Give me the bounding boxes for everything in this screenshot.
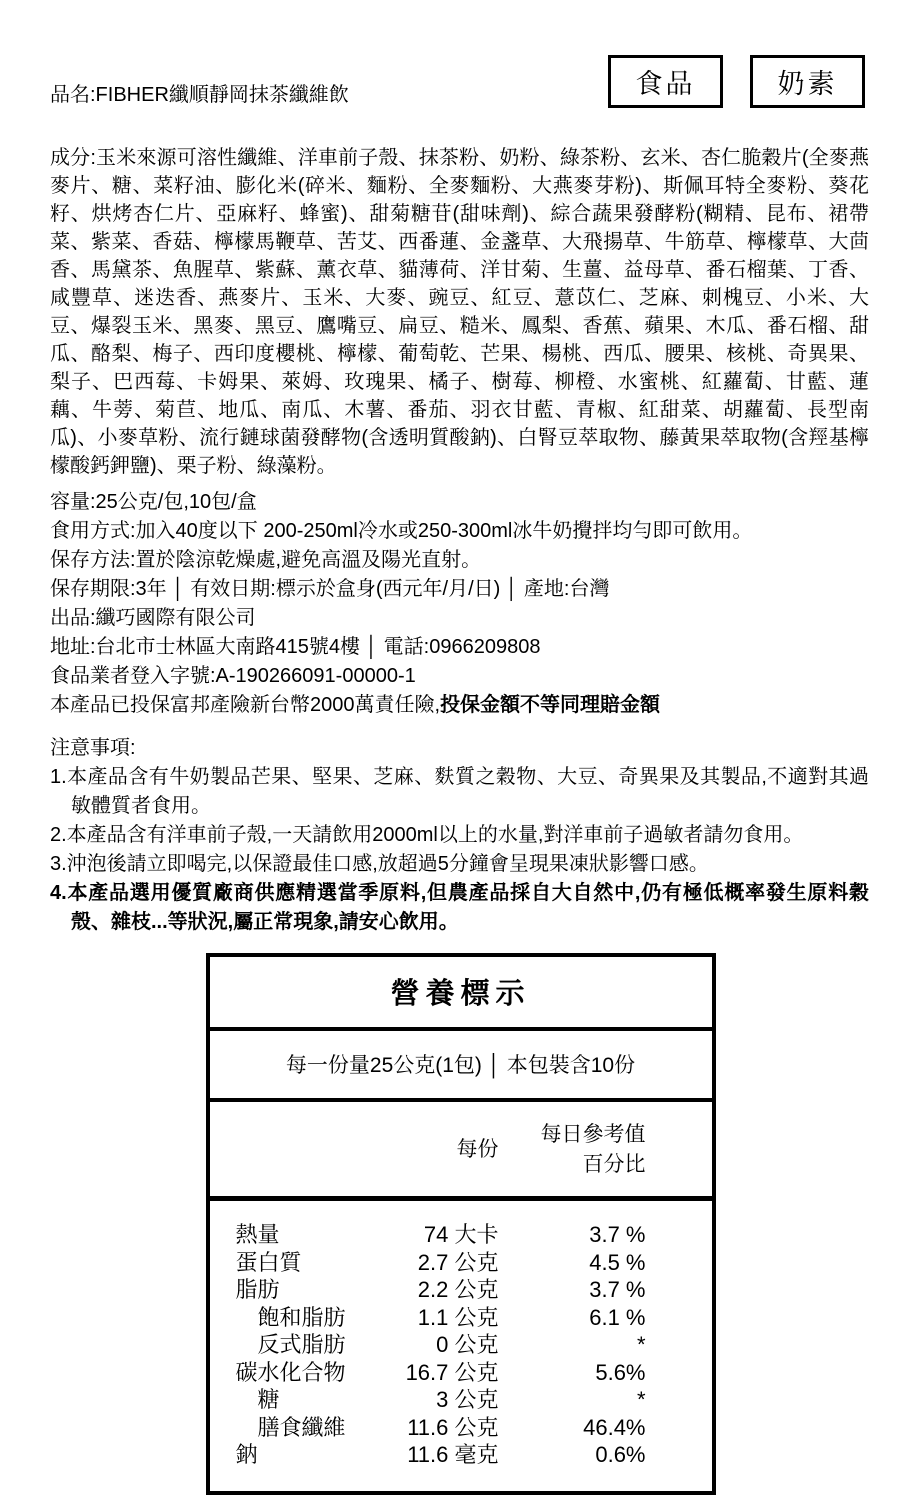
producer-line: 出品:纖巧國際有限公司 [50,607,256,629]
notes-block [50,734,869,937]
ingredients-text: 成分:玉米來源可溶性纖維、洋車前子殼、抹茶粉、奶粉、綠茶粉、玄米、杏仁脆穀片(全麥燕麥片、糖、菜籽油、膨化米(碎米、麵粉、全麥麵粉、大燕麥芽粉)、斯佩耳特全麥粉、葵花籽、烘烤杏仁片、亞麻籽、蜂蜜)、甜菊糖苷(甜味劑)、綜合蔬果發酵粉(糊精、昆布、裙帶菜、紫菜、香菇、檸檬馬鞭草、苦艾、西番蓮、金盞草、大飛揚草、牛筋草、檸檬草、大茴香、馬黛茶、魚腥草、紫蘇、薰衣草、貓薄荷、洋甘菊、生薑、益母草、番石榴葉、丁香、咸豐草、迷迭香、燕麥片、玉米、大麥、豌豆、紅豆、薏苡仁、芝麻、刺槐豆、小米、大豆、爆裂玉米、黑麥、黑豆、鷹嘴豆、扁豆、糙米、鳳梨、香蕉、蘋果、木瓜、番石榴、甜瓜、酪梨、梅子、西印度櫻桃、檸檬、葡萄乾、芒果、楊桃、西瓜、腰果、核桃、奇異果、梨子、巴西莓、卡姆果、萊姆、玫瑰果、橘子、樹莓、柳橙、水蜜桃、紅蘿蔔、甘藍、蓮藕、牛蒡、菊苣、地瓜、南瓜、木薯、番茄、羽衣甘藍、青椒、紅甜菜、胡蘿蔔、長型南瓜)、小麥草粉、流行鏈球菌發酵物(含透明質酸鈉)、白腎豆萃取物、藤黃果萃取物(含羥基檸檬酸鈣鉀鹽)、栗子粉、綠藻粉。 [50,147,869,477]
table-row-sodium [236,1441,646,1469]
nutrient-amount: 1.1 公克 [417,1304,499,1330]
nutrient-name: 飽和脂肪 [257,1304,346,1330]
table-row-trans-fat [236,1331,646,1359]
table-row-protein [236,1249,646,1277]
badge-group [608,55,865,108]
serving-info: 每一份量25公克(1包) │ 本包裝含10份 [210,1031,712,1102]
nutrition-body [210,1201,712,1491]
table-row-calories [236,1221,646,1249]
nutrient-name: 膳食纖維 [257,1414,346,1440]
nutrient-daily-pct: 3.7 % [589,1222,646,1247]
registration-line: 食品業者登入字號:A-190266091-00000-1 [50,665,416,687]
nutrient-name: 糖 [257,1387,280,1412]
product-label-page [0,55,921,1508]
nutrient-amount: 74 大卡 [423,1222,499,1247]
nutrient-daily-pct: 6.1 % [589,1304,646,1330]
insurance-text: 本產品已投保富邦產險新台幣2000萬責任險, [50,694,441,716]
storage-line: 保存方法:置於陰涼乾燥處,避免高溫及陽光直射。 [50,549,482,571]
nutrition-column-headers [210,1102,712,1201]
nutrient-daily-pct: 5.6% [595,1359,646,1385]
nutrient-daily-pct: * [636,1387,646,1412]
notes-title: 注意事項: [50,737,136,759]
product-info-block [50,488,869,720]
col-header-daily-line2: 百分比 [582,1153,646,1176]
nutrient-daily-pct: 46.4% [583,1414,646,1440]
nutrition-title: 營養標示 [210,957,712,1031]
note-item-2: 2.本產品含有洋車前子殼,一天請飲用2000ml以上的水量,對洋車前子過敏者請勿食用。 [50,824,804,846]
note-item-1: 1.本產品含有牛奶製品芒果、堅果、芝麻、麩質之穀物、大豆、奇異果及其製品,不適對其過敏體質者食用。 [50,766,869,817]
nutrient-amount: 2.7 公克 [417,1249,499,1275]
nutrient-amount: 11.6 毫克 [407,1442,499,1467]
nutrient-daily-pct: * [636,1332,646,1357]
col-header-per-serving: 每份 [456,1138,499,1161]
nutrient-daily-pct: 0.6% [595,1442,646,1467]
nutrient-amount: 3 公克 [436,1387,499,1412]
shelf-life-line: 保存期限:3年 │ 有效日期:標示於盒身(西元年/月/日) │ 產地:台灣 [50,578,610,600]
table-row-sugar [236,1386,646,1414]
nutrient-amount: 16.7 公克 [405,1359,499,1385]
table-row-dietary-fiber [236,1414,646,1442]
insurance-line [50,691,869,720]
capacity-line: 容量:25公克/包,10包/盒 [50,491,257,513]
nutrient-name: 脂肪 [235,1277,280,1302]
nutrient-name: 碳水化合物 [235,1359,346,1385]
nutrition-table [206,953,716,1495]
nutrient-amount: 2.2 公克 [417,1277,499,1302]
nutrient-name: 熱量 [235,1222,280,1247]
table-row-saturated-fat [236,1304,646,1332]
nutrient-daily-pct: 3.7 % [589,1277,646,1302]
note-item-4: 4.本產品選用優質廠商供應精選當季原料,但農產品採自大自然中,仍有極低概率發生原料穀殼、雜枝...等狀況,屬正常現象,請安心飲用。 [50,882,869,933]
col-header-daily-line1: 每日參考值 [540,1123,646,1146]
table-row-carbohydrate [236,1359,646,1387]
nutrient-name: 蛋白質 [235,1249,302,1275]
table-row-fat [236,1276,646,1304]
col-header-daily-value [499,1120,646,1180]
note-item-3: 3.沖泡後請立即喝完,以保證最佳口感,放超過5分鐘會呈現果凍狀影響口感。 [50,853,709,875]
usage-line: 食用方式:加入40度以下 200-250ml冷水或250-300ml冰牛奶攪拌均勻即可飲用。 [50,520,753,542]
nutrient-name: 反式脂肪 [257,1332,346,1357]
insurance-text-bold: 投保金額不等同理賠金額 [440,694,661,716]
nutrient-daily-pct: 4.5 % [589,1249,646,1275]
col-header-spacer [236,1120,376,1180]
address-line: 地址:台北市士林區大南路415號4樓 │ 電話:0966209808 [50,636,541,658]
nutrient-name: 鈉 [235,1442,258,1467]
nutrient-amount: 0 公克 [436,1332,499,1357]
badge-lacto-vegetarian: 奶素 [750,55,865,108]
nutrient-amount: 11.6 公克 [407,1414,499,1440]
header-row [50,55,865,108]
product-name: 品名:FIBHER纖順靜岡抹茶纖維飲 [50,84,349,106]
badge-food: 食品 [608,55,723,108]
